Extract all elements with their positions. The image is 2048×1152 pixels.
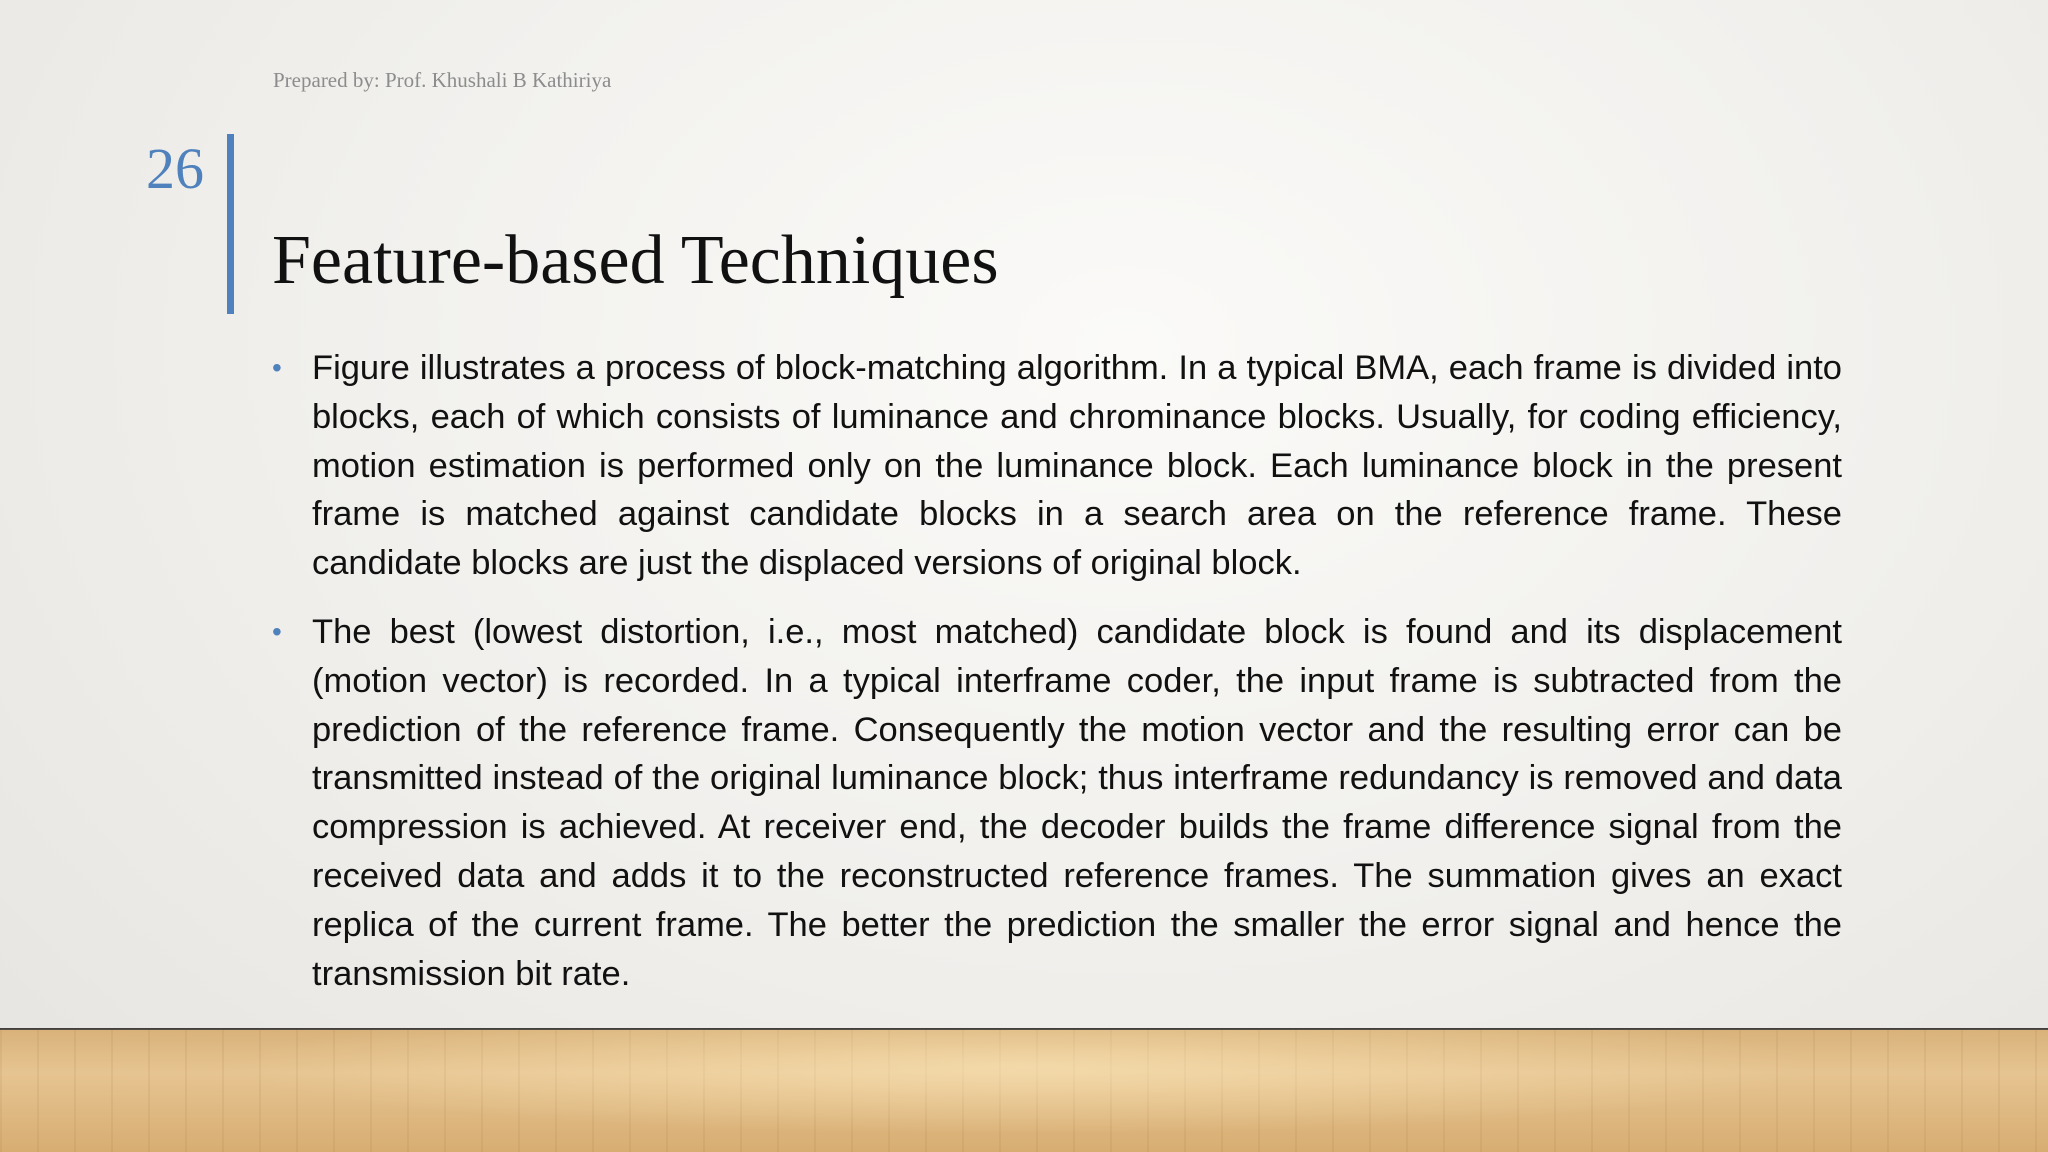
- slide-number: 26: [146, 136, 204, 201]
- bullet-text: The best (lowest distortion, i.e., most matched) candidate block is found and its displacement (motion vector) is recorded. In a typical interframe coder, the input frame is subtracted from the prediction of the reference frame. Consequently the motion vector and the resulting error can be transmitted instead of the original luminance block; thus interframe redundancy is removed and data compression is achieved. At receiver end, the decoder builds the frame difference signal from the received data and adds it to the reconstructed reference frames. The summation gives an exact replica of the current frame. The better the prediction the smaller the error signal and hence the transmission bit rate.: [312, 612, 1842, 993]
- bullet-icon: •: [272, 352, 282, 383]
- bullet-text: Figure illustrates a process of block-matching algorithm. In a typical BMA, each frame is divided into blocks, each of which consists of luminance and chrominance blocks. Usually, for coding efficiency, motion estimation is performed only on the luminance block. Each luminance block in the present frame is matched against candidate blocks in a search area on the reference frame. These candidate blocks are just the displaced versions of original block.: [312, 349, 1842, 583]
- bullet-item: [272, 608, 1842, 998]
- bullet-item: [272, 344, 1842, 588]
- slide-title: Feature-based Techniques: [272, 222, 999, 299]
- slide-content: [272, 344, 1842, 1018]
- prepared-by-label: Prepared by: Prof. Khushali B Kathiriya: [273, 68, 612, 92]
- wooden-floor-background: [0, 1030, 2048, 1152]
- bullet-icon: •: [272, 615, 282, 647]
- accent-bar: [227, 134, 234, 314]
